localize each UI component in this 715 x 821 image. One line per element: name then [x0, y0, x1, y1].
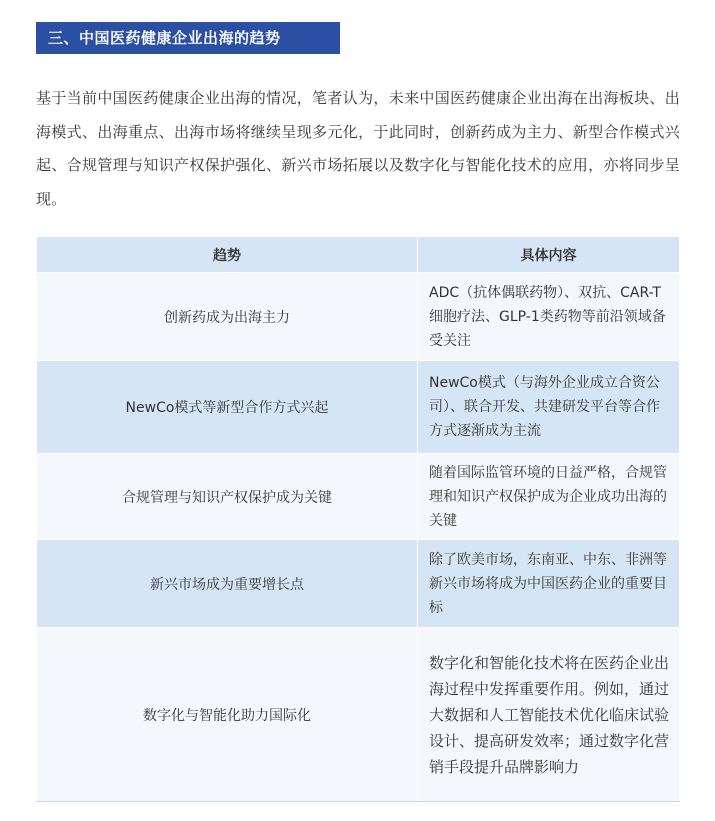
detail-cell: 除了欧美市场，东南亚、中东、非洲等新兴市场将成为中国医药企业的重要目标	[418, 540, 680, 628]
detail-cell: 数字化和智能化技术将在医药企业出海过程中发挥重要作用。例如，通过大数据和人工智能技术优化临床试验设计、提高研发效率；通过数字化营销手段提升品牌影响力	[418, 628, 680, 802]
table-row	[37, 628, 680, 802]
intro-paragraph: 基于当前中国医药健康企业出海的情况，笔者认为，未来中国医药健康企业出海在出海板块、出海模式、出海重点、出海市场将继续呈现多元化，于此同时，创新药成为主力、新型合作模式兴起、合规管理与知识产权保护强化、新兴市场拓展以及数字化与智能化技术的应用，亦将同步呈现。	[36, 89, 680, 209]
trend-cell: NewCo模式等新型合作方式兴起	[37, 361, 418, 454]
detail-cell: 随着国际监管环境的日益严格，合规管理和知识产权保护成为企业成功出海的关键	[418, 454, 680, 540]
trend-cell: 合规管理与知识产权保护成为关键	[37, 454, 418, 540]
trend-cell: 新兴市场成为重要增长点	[37, 540, 418, 628]
table-header-row	[37, 237, 680, 273]
table-row	[37, 454, 680, 540]
table-row	[37, 273, 680, 361]
table-row	[37, 540, 680, 628]
header-detail: 具体内容	[418, 237, 680, 273]
table-row	[37, 361, 680, 454]
detail-cell: ADC（抗体偶联药物）、双抗、CAR-T细胞疗法、GLP-1类药物等前沿领域备受关注	[418, 273, 680, 361]
header-trend: 趋势	[37, 237, 418, 273]
section-title: 三、中国医药健康企业出海的趋势	[36, 22, 340, 54]
trend-cell: 数字化与智能化助力国际化	[37, 628, 418, 802]
trend-cell: 创新药成为出海主力	[37, 273, 418, 361]
trends-table	[36, 236, 680, 802]
detail-cell: NewCo模式（与海外企业成立合资公司）、联合开发、共建研发平台等合作方式逐渐成为主流	[418, 361, 680, 454]
